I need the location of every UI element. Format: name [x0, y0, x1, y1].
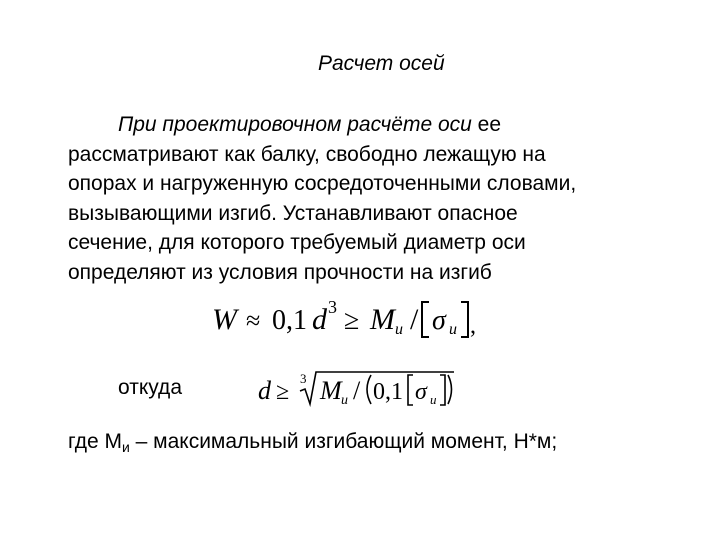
formula2-root-index: 3	[300, 371, 307, 386]
paragraph-line-2: рассматривают как балку, свободно лежащую на	[68, 142, 546, 166]
formula2-left-bracket	[408, 375, 413, 405]
paragraph-line-6: определяют из условия прочности на изгиб	[68, 260, 492, 284]
body-paragraph	[68, 110, 668, 287]
formula1-sigma: σ	[432, 305, 446, 336]
formula2-d: d	[258, 376, 271, 405]
formula2-right-paren	[448, 375, 452, 404]
formula1-right-bracket	[461, 302, 468, 337]
slide-title: Расчет осей	[318, 52, 445, 75]
formula2-right-bracket	[440, 375, 445, 405]
hence-label: откуда	[118, 376, 182, 399]
definition-subscript: и	[121, 439, 130, 455]
formula1-left-bracket	[422, 302, 429, 337]
formula1-W: W	[212, 303, 237, 336]
formula1-coef: 0,1	[272, 305, 307, 336]
formula1-approx: ≈	[246, 306, 261, 335]
definition-line	[68, 430, 557, 455]
formula2-M: M	[320, 376, 342, 405]
formula1-slash: /	[410, 303, 419, 336]
definition-prefix: где М	[68, 430, 122, 453]
formula2-slash: /	[353, 376, 361, 405]
paragraph-line-1-rest: ее	[471, 113, 502, 136]
formula2-coef: 0,1	[373, 379, 403, 405]
formula1-exponent: 3	[328, 297, 337, 317]
paragraph-line-1	[68, 110, 668, 140]
diameter-formula	[258, 369, 458, 409]
formula2-ge: ≥	[276, 379, 290, 405]
formula1-M-sub: и	[395, 321, 403, 338]
formula1-d: d	[312, 303, 327, 336]
formula1-sigma-sub: и	[449, 321, 457, 338]
definition-rest: – максимальный изгибающий момент, Н*м;	[129, 430, 558, 453]
formula2-M-sub: и	[341, 393, 348, 408]
paragraph-line-3: опорах и нагруженную сосредоточенными словами,	[68, 172, 577, 195]
paragraph-line-5: сечение, для которого требуемый диаметр оси	[68, 231, 526, 254]
formula2-sigma: σ	[415, 379, 427, 405]
formula2-sigma-sub: и	[430, 392, 437, 407]
formula1-M: M	[370, 303, 395, 336]
formula1-comma: ,	[470, 313, 476, 339]
formula2-left-paren	[367, 375, 371, 404]
paragraph-line-1-italic: При проектировочном расчёте оси	[118, 113, 472, 136]
formula1-ge: ≥	[344, 305, 360, 336]
bending-strength-formula	[208, 295, 478, 343]
paragraph-line-4: вызывающими изгиб. Устанавливают опасное	[68, 201, 518, 225]
